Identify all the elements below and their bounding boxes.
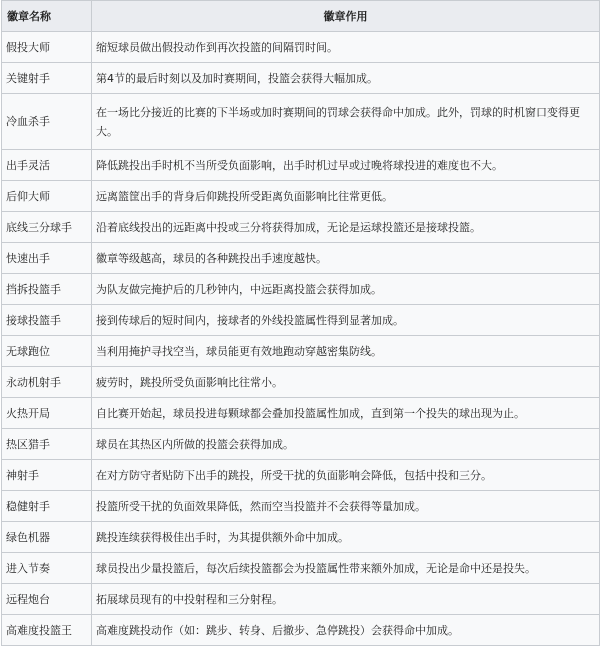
badge-name-cell: 进入节奏 <box>2 553 92 584</box>
badge-effect-cell: 降低跳投出手时机不当所受负面影响，出手时机过早或过晚将球投进的难度也不大。 <box>92 150 600 181</box>
badge-effect-cell: 跳投连续获得极佳出手时，为其提供额外命中加成。 <box>92 522 600 553</box>
badge-name-cell: 挡拆投篮手 <box>2 274 92 305</box>
badge-effect-cell: 在一场比分接近的比赛的下半场或加时赛期间的罚球会获得命中加成。此外，罚球的时机窗口变得更大。 <box>92 94 600 150</box>
badge-effect-cell: 为队友做完掩护后的几秒钟内，中远距离投篮会获得加成。 <box>92 274 600 305</box>
badge-name-cell: 关键射手 <box>2 63 92 94</box>
badge-effect-cell: 在对方防守者贴防下出手的跳投，所受干扰的负面影响会降低，包括中投和三分。 <box>92 460 600 491</box>
badge-effect-cell: 徽章等级越高，球员的各种跳投出手速度越快。 <box>92 243 600 274</box>
badge-effect-cell: 疲劳时，跳投所受负面影响比往常小。 <box>92 367 600 398</box>
badge-effect-cell: 当利用掩护寻找空当，球员能更有效地跑动穿越密集防线。 <box>92 336 600 367</box>
badge-effect-cell: 第4节的最后时刻以及加时赛期间，投篮会获得大幅加成。 <box>92 63 600 94</box>
table-row <box>2 212 600 243</box>
table-row <box>2 553 600 584</box>
table-row <box>2 181 600 212</box>
badge-effect-cell: 球员在其热区内所做的投篮会获得加成。 <box>92 429 600 460</box>
badge-name-cell: 高难度投篮王 <box>2 615 92 646</box>
badge-name-cell: 神射手 <box>2 460 92 491</box>
table-row <box>2 243 600 274</box>
table-row <box>2 305 600 336</box>
badge-effect-cell: 自比赛开始起，球员投进每颗球都会叠加投篮属性加成，直到第一个投失的球出现为止。 <box>92 398 600 429</box>
badge-name-cell: 绿色机器 <box>2 522 92 553</box>
table-row <box>2 522 600 553</box>
badge-name-cell: 无球跑位 <box>2 336 92 367</box>
table-row <box>2 460 600 491</box>
table-row <box>2 429 600 460</box>
table-row <box>2 274 600 305</box>
table-row <box>2 94 600 150</box>
badge-name-cell: 接球投篮手 <box>2 305 92 336</box>
header-badge-effect[interactable]: 徽章作用 <box>92 1 600 32</box>
badge-name-cell: 出手灵活 <box>2 150 92 181</box>
table-row <box>2 615 600 646</box>
badge-name-cell: 假投大师 <box>2 32 92 63</box>
table-row <box>2 398 600 429</box>
header-badge-name[interactable]: 徽章名称 <box>2 1 92 32</box>
table-row <box>2 584 600 615</box>
badge-name-cell: 后仰大师 <box>2 181 92 212</box>
badge-effect-cell: 接到传球后的短时间内，接球者的外线投篮属性得到显著加成。 <box>92 305 600 336</box>
badge-effect-cell: 沿着底线投出的远距离中投或三分将获得加成，无论是运球投篮还是接球投篮。 <box>92 212 600 243</box>
table-row <box>2 367 600 398</box>
badge-effect-cell: 拓展球员现有的中投射程和三分射程。 <box>92 584 600 615</box>
table-header-row <box>2 1 600 32</box>
badge-name-cell: 火热开局 <box>2 398 92 429</box>
badge-effect-cell: 投篮所受干扰的负面效果降低，然而空当投篮并不会获得等量加成。 <box>92 491 600 522</box>
badge-name-cell: 永动机射手 <box>2 367 92 398</box>
badge-effect-cell: 球员投出少量投篮后，每次后续投篮都会为投篮属性带来额外加成，无论是命中还是投失。 <box>92 553 600 584</box>
badge-name-cell: 快速出手 <box>2 243 92 274</box>
table-row <box>2 150 600 181</box>
badge-name-cell: 底线三分球手 <box>2 212 92 243</box>
table-row <box>2 491 600 522</box>
table-row <box>2 336 600 367</box>
badge-name-cell: 稳健射手 <box>2 491 92 522</box>
badge-name-cell: 热区猎手 <box>2 429 92 460</box>
badge-effect-cell: 高难度跳投动作（如：跳步、转身、后撤步、急停跳投）会获得命中加成。 <box>92 615 600 646</box>
badge-effect-cell: 远离篮筐出手的背身后仰跳投所受距离负面影响比往常更低。 <box>92 181 600 212</box>
badge-name-cell: 远程炮台 <box>2 584 92 615</box>
badge-name-cell: 冷血杀手 <box>2 94 92 150</box>
badge-table <box>1 0 600 646</box>
badge-effect-cell: 缩短球员做出假投动作到再次投篮的间隔罚时间。 <box>92 32 600 63</box>
table-row <box>2 32 600 63</box>
table-row <box>2 63 600 94</box>
